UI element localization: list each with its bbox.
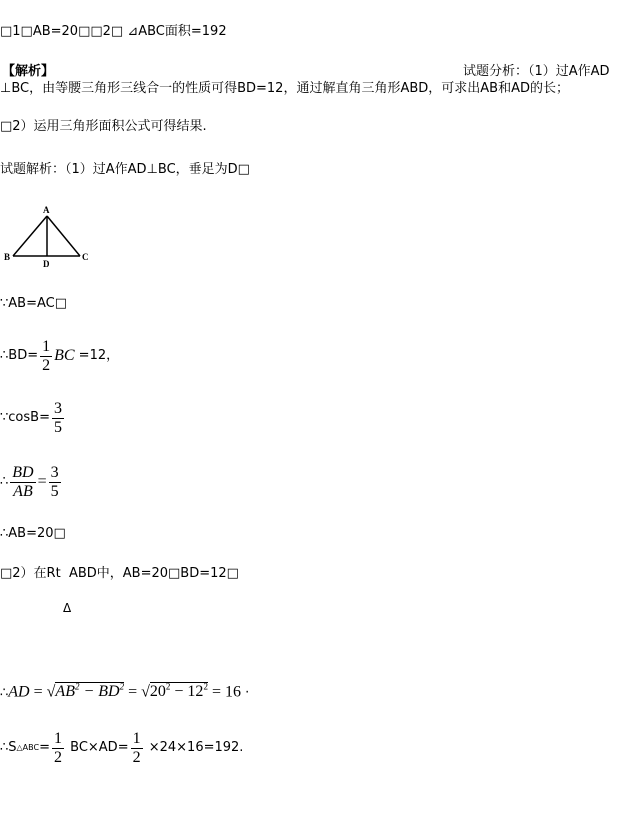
label-b: B [4,252,11,262]
answer-line: □1□AB=20□□2□ ⊿ABC面积=192 [0,24,227,39]
sqrt-sign-2: √ [141,683,150,701]
step-bd-prefix: ∴BD= [0,348,39,363]
frac-num: 1 [42,337,51,355]
area-mid: BC×AD= [66,740,129,755]
step-ab-eq-ac: ∵AB=AC□ [0,296,67,311]
frac-den: 2 [132,748,141,766]
side-ac [47,216,80,256]
side-ab [13,216,47,256]
sqrt-sign-1: √ [46,683,56,701]
dot: · [240,685,250,701]
fraction-half [40,338,52,375]
frac-den: 5 [50,482,59,500]
part2-line: □2）在Rt ABD中，AB=20□BD=12□ [0,566,239,581]
frac-num: 1 [132,729,141,747]
label-a: A [43,205,50,215]
triangle-figure [0,200,100,270]
analysis-label: 试题分析：（1）过A作AD [463,64,610,79]
radicand-2-b: − 12 [170,683,204,701]
exp: 2 [203,682,208,692]
step-bd [0,336,119,377]
step-area [0,728,243,769]
label-d: D [43,259,50,269]
eq: = [29,683,47,701]
step-cosb-prefix: ∵cosB= [0,410,50,425]
frac-den: 5 [53,418,62,436]
result: = 16 [207,683,241,701]
triangle-symbol: Δ [63,601,72,615]
eq: = [124,683,142,701]
frac-num: 3 [53,399,62,417]
frac-den: AB [13,482,33,500]
equals-sign: = [37,473,47,490]
step-ad-prefix: ∴ [0,685,9,701]
label-c: C [82,252,89,262]
frac-num: 1 [54,729,62,747]
fraction-3-5 [52,400,64,437]
radicand-1-a: AB [55,683,75,701]
exp: 2 [74,682,80,692]
step-ab-20: ∴AB=20□ [0,526,66,541]
area-subscript: △ABC [16,743,40,752]
step-ratio [0,462,63,503]
analysis-continuation: ⊥BC，由等腰三角形三线合一的性质可得BD=12，通过解直角三角形ABD，可求出AB和AD的长； [0,81,569,96]
frac-den: 2 [54,748,62,766]
area-eq: = [39,740,50,755]
solution-intro: 试题解析：（1）过A作AD⊥BC，垂足为D□ [0,162,250,177]
radicand-1 [55,682,124,700]
area-tail: ×24×16=192. [144,740,244,755]
step-bd-suffix: =12， [74,348,120,363]
area-prefix: ∴S [0,740,17,755]
step-ratio-prefix: ∴ [0,474,9,489]
frac-num: 3 [50,463,59,481]
analysis-heading: 【解析】 [2,64,55,79]
var-ad: AD [8,683,30,701]
analysis-part2: □2）运用三角形面积公式可得结果. [0,119,207,134]
radicand-2 [150,682,208,700]
radicand-1-b: − BD [79,683,120,701]
fraction-bd-ab [10,464,35,501]
radicand-2-a: 20 [149,683,166,701]
exp: 2 [165,682,171,692]
step-cosb [0,398,66,439]
fraction-half-a [52,730,64,767]
step-ad [0,672,249,708]
frac-num: BD [12,463,34,481]
frac-den: 2 [42,356,51,374]
exp: 2 [119,682,125,692]
fraction-3-5-b [49,464,61,501]
fraction-half-b [131,730,143,767]
var-bc: BC [54,347,75,364]
